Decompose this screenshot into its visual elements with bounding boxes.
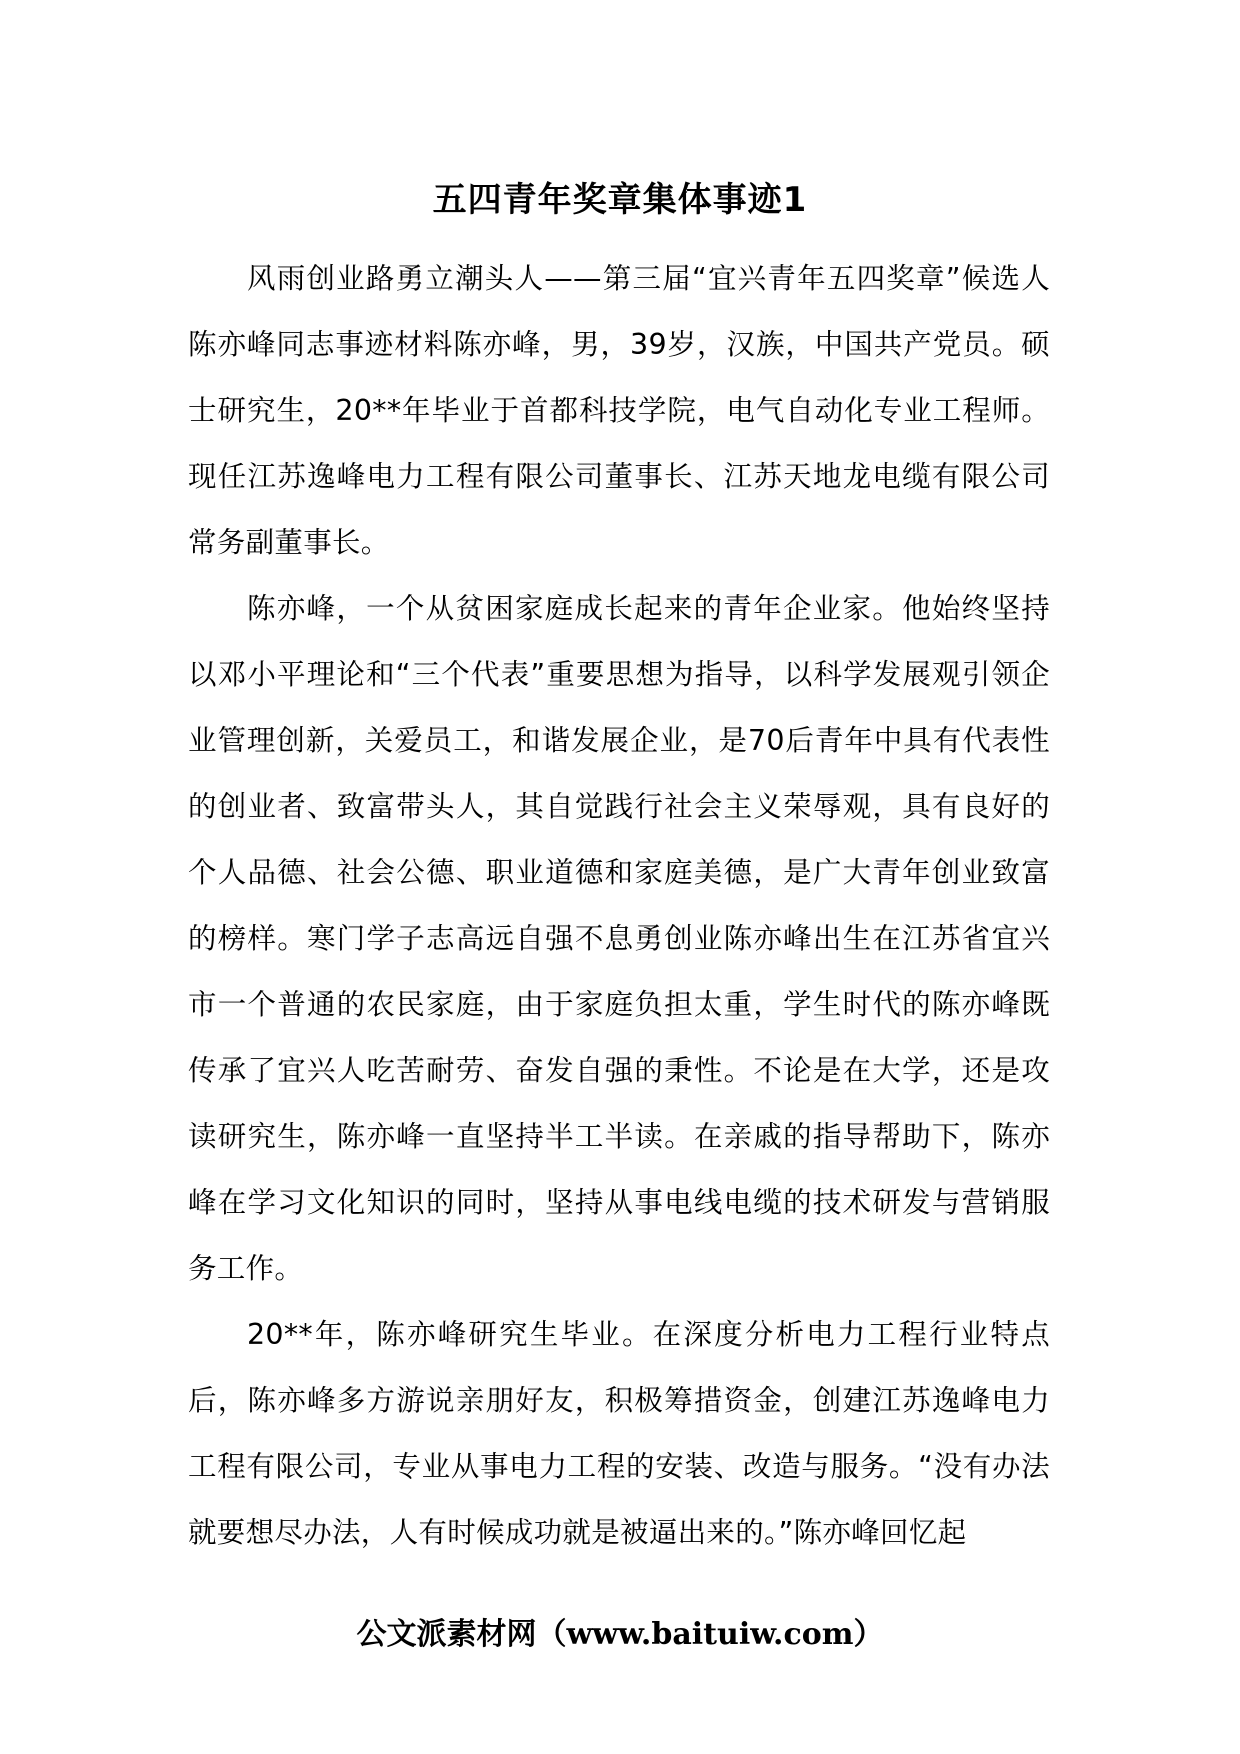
document-title: 五四青年奖章集体事迹1 <box>432 180 808 220</box>
paragraph-3: 20**年，陈亦峰研究生毕业。在深度分析电力工程行业特点后，陈亦峰多方游说亲朋好友，积极筹措资金，创建江苏逸峰电力工程有限公司，专业从事电力工程的安装、改造与服务。“没有办法就要想尽办法，人有时候成功就是被逼出来的。”陈亦峰回忆起 <box>188 1318 1050 1549</box>
document-body <box>188 246 1050 1566</box>
paragraph-1: 风雨创业路勇立潮头人——第三届“宜兴青年五四奖章”候选人陈亦峰同志事迹材料陈亦峰，男，39岁，汉族，中国共产党员。硕士研究生，20**年毕业于首都科技学院，电气自动化专业工程师。现任江苏逸峰电力工程有限公司董事长、江苏天地龙电缆有限公司常务副董事长。 <box>188 262 1050 559</box>
page-footer: 公文派素材网（www.baituiw.com） <box>356 1617 884 1652</box>
paragraph-2: 陈亦峰，一个从贫困家庭成长起来的青年企业家。他始终坚持以邓小平理论和“三个代表”重要思想为指导，以科学发展观引领企业管理创新，关爱员工，和谐发展企业，是70后青年中具有代表性的创业者、致富带头人，其自觉践行社会主义荣辱观，具有良好的个人品德、社会公德、职业道德和家庭美德，是广大青年创业致富的榜样。寒门学子志高远自强不息勇创业陈亦峰出生在江苏省宜兴市一个普通的农民家庭，由于家庭负担太重，学生时代的陈亦峰既传承了宜兴人吃苦耐劳、奋发自强的秉性。不论是在大学，还是攻读研究生，陈亦峰一直坚持半工半读。在亲戚的指导帮助下，陈亦峰在学习文化知识的同时，坚持从事电线电缆的技术研发与营销服务工作。 <box>188 592 1050 1285</box>
